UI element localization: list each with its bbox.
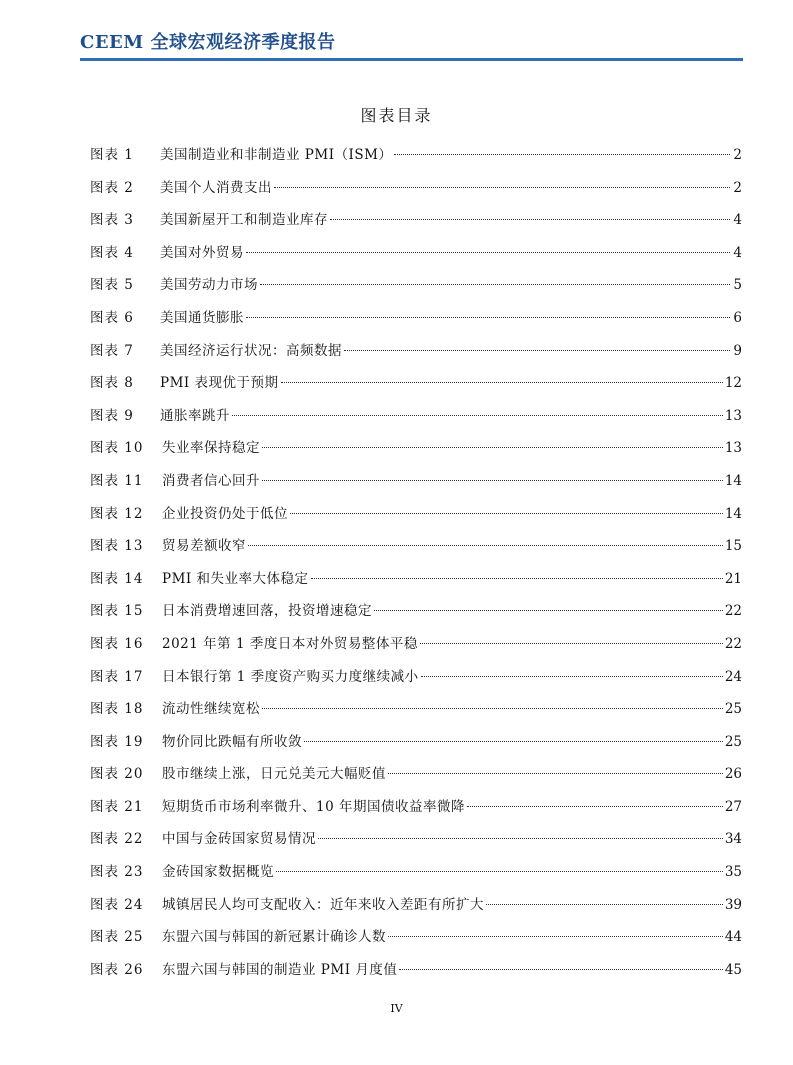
figure-page-number: 35 [724, 864, 742, 881]
figure-page-number: 13 [724, 440, 742, 457]
figure-page-number: 39 [724, 896, 742, 913]
figure-page-number: 26 [724, 766, 742, 783]
report-title: CEEM 全球宏观经济季度报告 [80, 32, 336, 53]
figure-label: 图表 12 [90, 505, 144, 522]
figure-caption: 消费者信心回升 [162, 472, 260, 489]
dot-leader [318, 838, 723, 839]
figure-caption: 贸易差额收窄 [162, 538, 246, 555]
figure-label: 图表 9 [90, 407, 134, 424]
figure-page-number: 4 [733, 212, 742, 229]
figure-caption: 日本银行第 1 季度资产购买力度继续减小 [162, 668, 419, 685]
figure-label: 图表 8 [90, 375, 134, 392]
toc-entry[interactable] [90, 695, 742, 728]
dot-leader [262, 447, 723, 448]
figure-label: 图表 14 [90, 570, 144, 587]
figure-caption: 日本消费增速回落，投资增速稳定 [162, 603, 372, 620]
figure-page-number: 6 [733, 309, 742, 326]
dot-leader [276, 871, 723, 872]
header-divider [80, 58, 743, 61]
toc-heading: 图表目录 [360, 106, 433, 125]
figure-page-number: 25 [724, 701, 742, 718]
dot-leader [394, 154, 730, 155]
figure-label: 图表 3 [90, 212, 134, 229]
figure-caption: 短期货币市场利率微升、10 年期国债收益率微降 [162, 798, 465, 815]
dot-leader [290, 513, 723, 514]
dot-leader [248, 545, 723, 546]
figure-label: 图表 26 [90, 961, 144, 978]
figure-page-number: 2 [733, 179, 742, 196]
figure-page-number: 22 [724, 603, 742, 620]
toc-entry[interactable] [90, 923, 742, 956]
figure-label: 图表 10 [90, 440, 144, 457]
toc-entry[interactable] [90, 825, 742, 858]
figure-label: 图表 13 [90, 538, 144, 555]
figure-page-number: 22 [724, 635, 742, 652]
figure-label: 图表 22 [90, 831, 144, 848]
figure-page-number: 13 [724, 407, 742, 424]
figure-label: 图表 15 [90, 603, 144, 620]
figure-label: 图表 18 [90, 701, 144, 718]
figure-caption: 通胀率跳升 [160, 407, 230, 424]
figure-caption: 城镇居民人均可支配收入：近年来收入差距有所扩大 [162, 896, 484, 913]
dot-leader [311, 578, 723, 579]
toc-entry[interactable] [90, 402, 742, 435]
figure-caption: 流动性继续宽松 [162, 701, 260, 718]
toc-entry[interactable] [90, 271, 742, 304]
toc-entry[interactable] [90, 597, 742, 630]
figure-page-number: 27 [724, 798, 742, 815]
figure-caption: 物价同比跌幅有所收敛 [162, 733, 302, 750]
toc-entry[interactable] [90, 434, 742, 467]
toc-entry[interactable] [90, 728, 742, 761]
figure-label: 图表 7 [90, 342, 134, 359]
toc-entry[interactable] [90, 206, 742, 239]
dot-leader [344, 350, 730, 351]
figure-label: 图表 2 [90, 179, 134, 196]
figure-caption: 美国个人消费支出 [160, 179, 272, 196]
dot-leader [467, 806, 723, 807]
figure-page-number: 4 [733, 244, 742, 261]
figure-caption: PMI 表现优于预期 [160, 375, 279, 392]
figure-label: 图表 16 [90, 635, 144, 652]
dot-leader [262, 480, 723, 481]
figure-page-number: 12 [724, 375, 742, 392]
figure-caption: 美国通货膨胀 [160, 309, 244, 326]
toc-entry[interactable] [90, 630, 742, 663]
dot-leader [330, 219, 730, 220]
figure-page-number: 45 [724, 961, 742, 978]
figure-page-number: 24 [724, 668, 742, 685]
toc-entry[interactable] [90, 500, 742, 533]
toc-entry[interactable] [90, 467, 742, 500]
toc-entry[interactable] [90, 793, 742, 826]
figure-caption: 股市继续上涨，日元兑美元大幅贬值 [162, 766, 386, 783]
dot-leader [388, 936, 723, 937]
figure-caption: 2021 年第 1 季度日本对外贸易整体平稳 [162, 635, 418, 652]
page-number: IV [390, 1002, 403, 1015]
figure-caption: 美国新屋开工和制造业库存 [160, 212, 328, 229]
dot-leader [246, 252, 730, 253]
dot-leader [388, 773, 723, 774]
figure-caption: 美国劳动力市场 [160, 277, 258, 294]
dot-leader [246, 317, 730, 318]
toc-entry[interactable] [90, 174, 742, 207]
figure-page-number: 15 [724, 538, 742, 555]
figure-caption: 东盟六国与韩国的制造业 PMI 月度值 [162, 961, 398, 978]
figure-page-number: 14 [724, 505, 742, 522]
dot-leader [260, 284, 730, 285]
dot-leader [281, 382, 723, 383]
figure-caption: PMI 和失业率大体稳定 [162, 570, 309, 587]
toc-entry[interactable] [90, 956, 742, 989]
toc-entry[interactable] [90, 891, 742, 924]
figure-label: 图表 23 [90, 864, 144, 881]
figure-label: 图表 21 [90, 798, 144, 815]
figure-caption: 美国制造业和非制造业 PMI（ISM） [160, 147, 393, 163]
dot-leader [304, 741, 723, 742]
figure-label: 图表 11 [90, 472, 144, 489]
toc-entry[interactable] [90, 663, 742, 696]
figure-label: 图表 19 [90, 733, 144, 750]
figure-label: 图表 25 [90, 929, 144, 946]
toc-entry[interactable] [90, 760, 742, 793]
figure-list [90, 141, 742, 988]
figure-page-number: 44 [724, 929, 742, 946]
figure-label: 图表 17 [90, 668, 144, 685]
figure-caption: 美国经济运行状况：高频数据 [160, 342, 342, 359]
dot-leader [232, 415, 723, 416]
figure-label: 图表 4 [90, 244, 134, 261]
figure-page-number: 9 [733, 342, 742, 359]
toc-entry[interactable] [90, 304, 742, 337]
figure-label: 图表 1 [90, 147, 134, 163]
toc-entry[interactable] [90, 239, 742, 272]
dot-leader [486, 904, 723, 905]
dot-leader [399, 969, 722, 970]
figure-label: 图表 24 [90, 896, 144, 913]
figure-caption: 中国与金砖国家贸易情况 [162, 831, 316, 848]
dot-leader [420, 643, 723, 644]
figure-caption: 金砖国家数据概览 [162, 864, 274, 881]
figure-page-number: 34 [724, 831, 742, 848]
toc-entry[interactable] [90, 858, 742, 891]
figure-page-number: 14 [724, 472, 742, 489]
figure-caption: 美国对外贸易 [160, 244, 244, 261]
figure-label: 图表 5 [90, 277, 134, 294]
figure-page-number: 21 [724, 570, 742, 587]
figure-caption: 东盟六国与韩国的新冠累计确诊人数 [162, 929, 386, 946]
figure-page-number: 5 [733, 277, 742, 294]
dot-leader [374, 610, 723, 611]
figure-page-number: 25 [724, 733, 742, 750]
dot-leader [274, 187, 730, 188]
figure-page-number: 2 [733, 147, 742, 163]
figure-label: 图表 6 [90, 309, 134, 326]
toc-entry[interactable] [90, 565, 742, 598]
dot-leader [262, 708, 723, 709]
figure-caption: 企业投资仍处于低位 [162, 505, 288, 522]
figure-caption: 失业率保持稳定 [162, 440, 260, 457]
dot-leader [421, 676, 723, 677]
toc-entry[interactable] [90, 369, 742, 402]
toc-entry[interactable] [90, 532, 742, 565]
figure-label: 图表 20 [90, 766, 144, 783]
toc-entry[interactable] [90, 141, 742, 174]
toc-entry[interactable] [90, 337, 742, 370]
report-header [80, 30, 743, 56]
